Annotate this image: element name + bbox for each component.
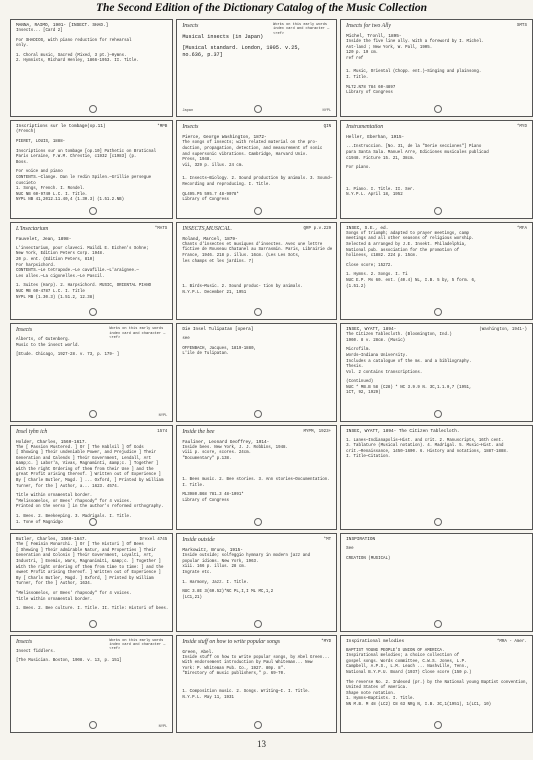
- card-line: Inside bees. New York, J. J. Robbins, 1948.: [182, 445, 288, 450]
- call-number: *MT: [323, 538, 332, 543]
- catalog-card: [10, 425, 173, 531]
- call-number: *MYD: [321, 639, 332, 644]
- catalog-card: [10, 120, 173, 218]
- card-line: "Melissomelos, or Bees' rhapsody" for 4 voices.: [16, 591, 132, 596]
- card-line: Markowitz, Bruno, 1915-: [182, 548, 243, 554]
- card-line: CREATION (MUSICAL): [346, 556, 391, 561]
- card-line: N.Y.P.L. April 18, 1952: [346, 193, 403, 198]
- card-line: 1. Harmony, Jazz. I. Title.: [182, 580, 249, 585]
- card-line: 1. Piano. I. Title. II. Ser.: [346, 187, 415, 192]
- card-line: National B.Y.P.U. Board (1937) Close score (150 p.): [346, 670, 472, 675]
- call-number: SMTS: [516, 24, 527, 28]
- card-line: crit.—Renaissance, 1450-1600. 6. History and notations, 1887-1888.: [346, 449, 509, 454]
- call-number: *MATS: [154, 226, 168, 231]
- call-number: *MPB: [157, 125, 168, 130]
- card-line: NUC * MB.B 58 (C28) * NC 3.9.9 N. 3C,1.1.0,7 (1951,: [346, 385, 472, 390]
- card-punch-hole-icon: [434, 721, 442, 729]
- card-line: duction, propagation, detection, and measurement of sonic: [182, 146, 323, 151]
- card-note: Works on this early words index card and character — <ref>: [273, 23, 330, 36]
- card-line: L'ile de Tulipatan.: [182, 352, 229, 357]
- card-line: xiii. 166 p. illus. 28 cm.: [182, 565, 247, 570]
- card-line: INSECTS,MUSICAL.: [182, 225, 232, 232]
- card-line: Inscriptions sur un tombage [op.10] Pathetic on Braticnal: [16, 149, 157, 154]
- card-line: Pierce, George Washington, 1872-: [182, 135, 267, 141]
- catalog-card: [10, 635, 173, 733]
- card-line: 1CT, 92, 1929): [346, 391, 381, 396]
- card-line: INSEC, S.E., ed.: [346, 225, 389, 231]
- card-punch-hole-icon: [254, 721, 262, 729]
- card-line: Insect fiddlers.: [16, 649, 56, 654]
- card-line: Inside the bee: [182, 428, 215, 435]
- catalog-card: [340, 425, 533, 531]
- card-line: By [ Charle Butler, Magd. ] ... Oxford, ] Printed by William: [16, 479, 164, 484]
- card-line: NUC 3.8E 3(60.52)*NC PL,I,I ML MC,1,2: [182, 590, 274, 595]
- card-line: 1. Birds—Music. 2. Sound produc- tion by animals.: [182, 285, 303, 290]
- card-line: 20 p. ent. (Edition Peters, 810): [16, 257, 95, 262]
- card-line: NUC E.P. Ms 60. ent. (40.4) NL, I.B. 5 by, 5 form. 6,: [346, 278, 477, 283]
- card-line: Insects: [16, 327, 33, 334]
- card-line: Fauliner, Leonard Geoffrey, 1914-: [182, 439, 270, 445]
- card-line: Insects: [182, 23, 199, 29]
- card-line: Library of Congress: [182, 198, 229, 203]
- card-line: sweet Profit arising thereof. ] Written out of Experience ]: [16, 571, 161, 576]
- card-line: Heller, Eberhan, 1915-: [346, 135, 405, 141]
- card-line: (French): [16, 130, 36, 135]
- card-line: INSEC, WYATT, 1894- The Citizen Tablecloth.: [346, 428, 460, 434]
- card-line: Title within ornamental border.: [16, 597, 93, 602]
- card-line: QL495.P5 595.7 48-9078*: [182, 192, 239, 197]
- card-line: great Profit arising thereof. ] Written out of Experience ]: [16, 473, 161, 478]
- card-line: Insects for two Ally: [346, 23, 391, 29]
- card-line: "Directory of music publishers," p. 69-70.: [182, 672, 286, 677]
- card-line: Roland, Marcel, 1879-: [182, 236, 238, 242]
- card-line: and supersonic vibrations. Cambridge, Harvard Univ.: [182, 152, 308, 157]
- card-line: [ Shewing ] Their admirable Natur, and Properties ] Their: [16, 548, 157, 553]
- card-note: Works on this early words index card and character — <ref>: [109, 638, 166, 652]
- catalog-card: [10, 533, 173, 631]
- footer-text: NYPL: [158, 725, 168, 729]
- card-line: The [ Passion Mustered. ] Or [ The Hablsil ] Of Gods: [16, 445, 144, 450]
- card-line: 1. Lanes—Indianapolis—Hist. and crit. 2. Manuscripts, 16th cent.: [346, 438, 504, 443]
- call-number: MYPM, 1923+: [303, 429, 332, 434]
- card-line: CONTENTS.—Le tetrapode.—Le cavafilie.—L'araignee.—: [16, 269, 139, 274]
- card-line: Insects: [182, 124, 199, 131]
- call-number: *MYD: [516, 125, 527, 130]
- card-line: Library of Congress: [346, 91, 393, 96]
- card-punch-hole-icon: [89, 105, 97, 113]
- catalog-card: [176, 533, 337, 631]
- catalog-card: [10, 323, 173, 421]
- card-line: Press, 1948.: [182, 158, 212, 163]
- card-line: 2. Hymnists, Richard Henley, 1866-1953. II. Title.: [16, 59, 139, 64]
- card-line: Printed on the verso ] in the author's reformed orthography.: [16, 505, 164, 510]
- card-line: Music to the insect world.: [16, 343, 80, 348]
- page-title: The Second Edition of the Dictionary Catalog of the Music Collection: [96, 2, 427, 14]
- card-line: Recording and reproducing. I. Title.: [182, 182, 271, 187]
- card-line: New York, Edition Peters Corp. 1948.: [16, 252, 105, 257]
- card-line: Ant-land ; New York, W. Pall, 1905.: [346, 45, 433, 50]
- card-line: I. Title.: [346, 75, 369, 80]
- card-line: c1948. Ficture 15. 21, 38cm.: [346, 156, 415, 161]
- card-line: NN M.B. M 48 (LC2) C8 63 NRg N, I.B. 3C,1(1951), 1(LC1, 10): [346, 702, 492, 707]
- card-line: 1. Bees music. 2. Bee stories. 3. Ann stories—Documentation.: [182, 478, 330, 483]
- card-line: ML72.N78 784 60-4897: [346, 85, 396, 90]
- card-line: N.Y.P.L. December 21, 1951: [182, 290, 247, 295]
- card-line: NYPL MB (1.30.3) (1.51.2, 12.38): [16, 295, 95, 300]
- card-line: gospel songs. Words committee, C.W.S. Jones, L.P.: [346, 659, 467, 664]
- card-line: Michel, Tronll, 1895-: [346, 34, 402, 39]
- card-line: Ingrate etc.: [182, 571, 212, 576]
- card-line: Inside the five line ally. With a foreword by I. Michel.: [346, 40, 484, 44]
- card-line: By [ Charls Butler, Magd. ] Oxford, ] Printed by William: [16, 576, 154, 581]
- card-line: Musical insects (in Japan): [182, 34, 264, 40]
- card-punch-hole-icon: [89, 620, 97, 628]
- card-line: INSEC, WYATT, 1894-: [346, 327, 397, 333]
- card-line: Die Insel Tulipatan [opera]: [182, 327, 254, 333]
- footer-text: NYPL: [158, 413, 168, 418]
- catalog-card: [10, 19, 173, 117]
- card-line: 1. Composition music. 2. Songs. Writing—I. I. Title.: [182, 689, 311, 694]
- card-line: &amp;c. ] Labor'a, Vivas, Magnaminti, &amp;c. ] Together ]: [16, 462, 159, 467]
- card-line: OFFENBACH, Jacques, 1819-1880,: [182, 346, 257, 351]
- card-line: Inside outside: [182, 537, 215, 544]
- card-line: France, 1946. 218 p. illus. 16cm. (Les Les Sots,: [182, 253, 301, 258]
- card-punch-hole-icon: [89, 410, 97, 418]
- card-line: Words—Indiana University.: [346, 353, 408, 358]
- page-number: 13: [257, 739, 266, 749]
- card-line: Turner, for the ] Author, a... 1623. 4574.: [16, 484, 120, 489]
- catalog-card: [176, 120, 337, 218]
- card-line: MANNA, RAIMO, 1901- [INSECT. SHAD.]: [16, 23, 109, 28]
- card-punch-hole-icon: [89, 518, 97, 526]
- card-punch-hole-icon: [434, 105, 442, 113]
- card-line: The Citizen Tablecloth. (Bloomington, Ind.): [346, 333, 452, 338]
- card-line: Les alles.—La cigonelles.—Le Pascil.: [16, 274, 105, 279]
- card-line: National pub. association for the promotion of: [346, 248, 460, 253]
- card-line: L'insectarium, pour claveci. Maildi E. Eichen's Sohne;: [16, 246, 149, 251]
- card-line: United States of America.: [346, 686, 408, 691]
- card-note: Works on this early words index card and character — <ref>: [109, 327, 166, 340]
- card-line: For piano.: [346, 166, 371, 171]
- card-line: With the right ordering of them from time to time: ] and the: [16, 565, 164, 570]
- card-punch-hole-icon: [254, 308, 262, 316]
- card-line: Insects... [Card 2]: [16, 29, 63, 33]
- card-line: L'Insectarium: [16, 225, 49, 232]
- card-line: NUC MB 60-4787 L.C. I. Title: [16, 289, 85, 294]
- card-line: Turner, for the ] Author, 1634.: [16, 582, 93, 587]
- card-line: The reverse No. 2. Indexed (pr.) by the National young Baptist convention,: [346, 680, 528, 685]
- card-line: Insel tyhn ich: [16, 428, 48, 435]
- catalog-card: [340, 120, 533, 218]
- card-line: Holder, Charles, 1560-1617.: [16, 439, 88, 445]
- card-line: Instrumentation: [346, 124, 384, 131]
- catalog-card: [10, 222, 173, 320]
- call-number: *MFA: [516, 226, 527, 231]
- card-punch-hole-icon: [254, 518, 262, 526]
- card-line: [Musical standard. London, 1905. v.25,: [182, 45, 301, 51]
- catalog-card: [340, 533, 533, 631]
- card-line: 120 p. 19 cm.: [346, 51, 379, 56]
- card-line: fictive de Rouseau Chatanel au Sarrasmin. Paris, Librairie de: [182, 248, 333, 253]
- card-punch-hole-icon: [89, 207, 97, 215]
- catalog-card: [176, 19, 337, 117]
- card-line: 1. Hymns—Baptists. I. Title.: [346, 697, 415, 702]
- card-line: Thesis.: [346, 365, 364, 370]
- card-line: (Continued): [346, 380, 374, 385]
- card-line: Generation and Colonis ] Their Government, Loyalti, Art,: [16, 554, 154, 559]
- card-line: 1. Tone of Magnidgo: [16, 520, 63, 525]
- card-line: popular idioms. New York, 1963.: [182, 559, 259, 564]
- card-line: Paris Leraine, F.W.M. Chrestie, c1932 [c1983] (p.: [16, 155, 137, 160]
- catalog-card: [340, 222, 533, 320]
- card-line: "Documentary" p.138.: [182, 456, 232, 461]
- card-line: Inside outside; solfeggio hymnary in modern jazz and: [182, 554, 311, 559]
- card-line: "Melissomelos, or Bees' rhapsody" for 4 voices.: [16, 499, 132, 504]
- card-line: Green, Abel.: [182, 649, 214, 655]
- call-number: Drexel 4745: [139, 538, 168, 543]
- card-line: para Santa Sala. Manuel Arre, Ediciones musicales publicad: [346, 150, 489, 155]
- card-punch-hole-icon: [434, 410, 442, 418]
- footer-text: NYPL: [322, 109, 332, 114]
- catalog-card: [340, 635, 533, 733]
- card-line: cuscieto: [16, 181, 36, 186]
- card-line: PIERET, LOUIS, 1888-: [16, 139, 66, 144]
- card-line: no.636, p.37]: [182, 52, 223, 58]
- card-punch-hole-icon: [254, 620, 262, 628]
- call-number: *MRA - Amer.: [496, 639, 527, 644]
- card-line: ML3980.B68 781.3 48-1091*: [182, 493, 244, 498]
- card-line: With the right Ordering of them from their Use ] and the: [16, 467, 154, 472]
- card-line: Close score; 15272.: [346, 263, 393, 268]
- card-line: see: [182, 337, 190, 342]
- card-line: Fauvelet, Jean, 1898-: [16, 236, 72, 242]
- footer-text: Japan: [182, 109, 194, 114]
- call-number: QRP p.v.229: [303, 226, 332, 231]
- card-line: only.: [16, 44, 29, 49]
- card-line: CONTENTS.—Clange. Dan le redin Spilen.—Grillie persegue: [16, 175, 152, 180]
- card-line: N.Y.P.L. May 11, 1931: [182, 695, 234, 700]
- card-line: vii, 329 p. illus. 24 cm.: [182, 163, 244, 168]
- catalog-card: [176, 425, 337, 531]
- card-line: Alberts, of Gutenberg.: [16, 338, 71, 343]
- card-line: The [ Feminin Monarchi. ] Or [ The Histori ] Of Bees: [16, 543, 144, 548]
- card-line: 1. Choral music, Sacred (Mixed, 3 pt.)—Hymns.: [16, 53, 127, 58]
- card-line: I. Title.: [182, 483, 205, 488]
- card-line: Title within ornamental border.: [16, 494, 93, 499]
- card-punch-hole-icon: [434, 207, 442, 215]
- card-line: Library of Congress: [182, 499, 229, 504]
- card-punch-hole-icon: [89, 721, 97, 729]
- catalog-card: [176, 323, 337, 421]
- card-line: Vol. 2 contains transcriptions.: [346, 370, 423, 375]
- card-line: (1.51.2): [346, 284, 366, 289]
- card-line: les champs et les jardins. 7): [182, 259, 254, 264]
- card-punch-hole-icon: [434, 308, 442, 316]
- card-punch-hole-icon: [254, 410, 262, 418]
- card-line: Industri, ] Enemis, Wars, Magnanimiti, &amp;c. ] Together ]: [16, 560, 161, 565]
- card-punch-hole-icon: [434, 620, 442, 628]
- call-number: 1574: [157, 429, 168, 434]
- card-line: viii p. score, scores. 24cm.: [182, 451, 252, 456]
- card-punch-hole-icon: [254, 207, 262, 215]
- card-line: The songs of insects; with related material on the pro-: [182, 141, 318, 146]
- card-line: For voice and piano: [16, 170, 63, 175]
- card-line: Inside stuff on how to write popular songs, by Abel Green...: [182, 655, 330, 660]
- card-line: Insects: [16, 638, 33, 645]
- card-line: 1960. 8 v. 28cm. (Music): [346, 338, 406, 343]
- catalog-card: [340, 323, 533, 421]
- card-line: [Etude. Chicago, 1927-28. v. 73, p. 179- ]: [16, 353, 120, 358]
- card-line: York: P. Whiteman Pub. Co., 1927. 80p. 8".: [182, 666, 286, 671]
- card-line: Butler, Charles, 1560-1647.: [16, 537, 88, 543]
- card-line: 1. Bees. 2. Bee culture. I. Title. II. Title: Histori of bees.: [16, 607, 169, 612]
- card-line: Inspirational melodies: [346, 638, 405, 644]
- card-line: Songs of triumph; adapted to prayer meetings, camp: [346, 231, 470, 236]
- card-line: With endorsement introduction by Paul Whiteman... New: [182, 661, 313, 666]
- card-line: Campbell, A.P.S., L.M. Leach ... Nashville, Tenn.,: [346, 665, 470, 670]
- card-line: BAPTIST YOUNG PEOPLE'S UNION OF AMERICA.: [346, 648, 445, 653]
- card-line: 1. Music, Oriental (Chopp. ent.)—Singing and plainsong.: [346, 70, 482, 75]
- card-line: holiness, c1882. 224 p. 15cm.: [346, 254, 418, 259]
- card-line: 1. Suites (Harp). 2. Harpsichord. MUSIC, ORIENTAL PIANO: [16, 284, 152, 289]
- card-line: Chants d'insectes et musiques d'insectes. Avec une lettre: [182, 242, 323, 247]
- call-number: (Washington, 1941-): [479, 328, 527, 333]
- card-line: 1. Hymns. 2. Songs. I. Ti: [346, 273, 408, 278]
- card-line: 1. Songs, French. I. Rondel.: [16, 187, 85, 192]
- card-line: ...Instruccion. [No. 31, de la "Serie secciones"] Piano: [346, 145, 482, 150]
- card-line: [ Showing ] Their undeniable Power, and Prejudice ] Their: [16, 451, 157, 456]
- card-line: NYPL NB 41,2012.11.40,4 (1.30.3) (1.51.2.NB): [16, 198, 125, 203]
- card-line: ref ref: [346, 56, 364, 61]
- card-line: 1. Bees. 2. Beekeeping. 3. Madrigals. I. Title.: [16, 515, 132, 520]
- card-line: Microfilm.: [346, 348, 371, 353]
- catalog-card: [176, 222, 337, 320]
- card-line: 1. Insects—Biology. 2. Sound production by animals. 3. Sound—: [182, 177, 333, 182]
- card-line: (LC1,21): [182, 595, 202, 600]
- catalog-card: [176, 635, 337, 733]
- card-line: For harpsichord.: [16, 263, 56, 268]
- card-line: Inscriptions sur le tombage(op.11): [16, 124, 106, 130]
- card-line: For SHADIOS, with piano reduction for rehearsal: [16, 38, 132, 43]
- card-line: 3. Tablature (Musical notation). 4. Madrigal. 5. Music—Hist. and: [346, 444, 504, 449]
- card-line: Generation and Calends ] Their Government, Lendall, Art: [16, 456, 152, 461]
- card-line: I. Title—Citation.: [346, 455, 391, 460]
- card-grid: [10, 19, 528, 733]
- card-line: See: [346, 547, 354, 552]
- card-line: meetings and all other seasons of religious worship.: [346, 237, 474, 242]
- card-line: Selected & arranged by J.E. Insekt. Philadelphia,: [346, 242, 467, 247]
- card-punch-hole-icon: [434, 518, 442, 526]
- catalog-card: [340, 19, 533, 117]
- card-line: [The Musician. Boston, 1908. v. 13, p. 151]: [16, 659, 122, 664]
- card-line: Shape note notation.: [346, 691, 396, 696]
- card-line: INSPIRATION: [346, 537, 376, 543]
- card-line: Boss.: [16, 160, 29, 165]
- card-line: Inside stuff on how to write popular songs: [182, 638, 281, 645]
- card-line: Inspirational melodies; a choice collection of: [346, 654, 460, 659]
- call-number: QIN: [323, 125, 332, 130]
- card-line: Includes a catalogue of the ms. and a bibliography.: [346, 359, 472, 364]
- card-line: NUC NB 60-9740 L.C. I. Title.: [16, 192, 88, 197]
- card-punch-hole-icon: [89, 308, 97, 316]
